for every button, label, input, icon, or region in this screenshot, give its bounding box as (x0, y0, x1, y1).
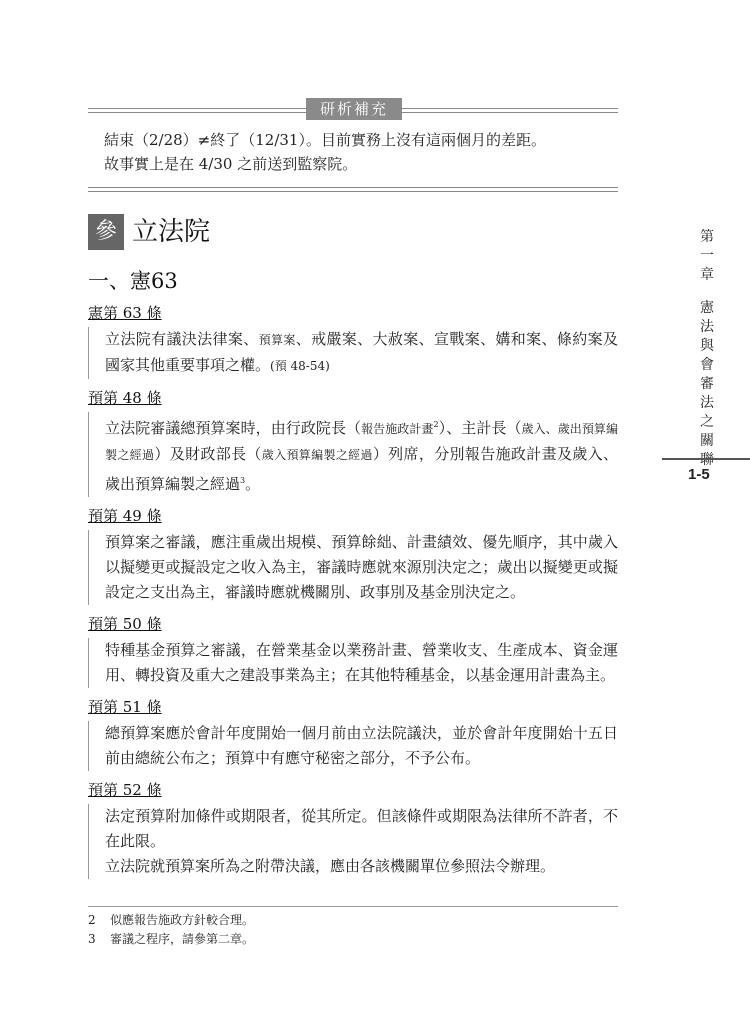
article-heading: 預第 50 條 (88, 615, 162, 633)
footnote: 2 似應報告施政方針較合理。 (88, 913, 255, 927)
footnote: 3 審議之程序，請參第二章。 (88, 932, 255, 946)
article-body: 立法院審議總預算案時，由行政院長（報告施政計畫$^2$）、主計長（歲入、歲出預算編製之經過）及財政部長（歲入預算編製之經過）列席，分別報告施政計畫及歲入、歲出預算編製之經過$^3$。 (88, 412, 618, 497)
article-body: 總預算案應於會計年度開始一個月前由立法院議決，並於會計年度開始十五日前由總統公布之；預算中有應守秘密之部分，不予公布。 (88, 721, 618, 771)
article-budget-48 (88, 387, 618, 497)
chapter-side-label: 第 一 章 憲 法 與 會 審 法 之 關 聯 (700, 229, 714, 468)
article-budget-50 (88, 613, 618, 688)
article-body: 法定預算附加條件或期限者，從其所定。但該條件或期限為法律所不許者，不在此限。 立法院就預算案所為之附帶決議，應由各該機關單位參照法令辦理。 (88, 804, 618, 879)
article-const-63 (88, 302, 618, 379)
page-number: 1-5 (688, 466, 710, 483)
article-budget-51 (88, 696, 618, 771)
section-marker: 參 (88, 214, 124, 250)
supplement-line: 故事實上是在 4/30 之前送到監察院。 (104, 155, 358, 173)
article-body: 立法院有議決法律案、預算案、戒嚴案、大赦案、宣戰案、媾和案、條約案及國家其他重要事項之權。(預 48-54) (88, 327, 618, 379)
article-heading: 預第 49 條 (88, 507, 162, 525)
side-rule (662, 458, 750, 460)
footnote-rule (88, 906, 618, 907)
supplement-body (104, 128, 614, 176)
supplement-label: 研析補充 (306, 98, 402, 120)
subsection-title: 一、憲63 (88, 269, 178, 293)
footnotes (88, 911, 618, 949)
article-body: 預算案之審議，應注重歲出規模、預算餘絀、計畫績效、優先順序，其中歲入以擬變更或擬設定之收入為主，審議時應就來源別決定之；歲出以擬變更或擬設定之支出為主，審議時應就機關別、政事別及基金別決定之。 (88, 530, 618, 605)
article-heading: 憲第 63 條 (88, 304, 162, 322)
supplement-line: 結束（2/28）≠終了（12/31）。目前實務上沒有這兩個月的差距。 (104, 131, 546, 149)
article-heading: 預第 51 條 (88, 698, 162, 716)
section-title: 立法院 (132, 217, 211, 247)
articles-list (88, 302, 618, 887)
article-budget-52 (88, 779, 618, 879)
article-heading: 預第 52 條 (88, 781, 162, 799)
article-budget-49 (88, 505, 618, 605)
article-body: 特種基金預算之審議，在營業基金以業務計畫、營業收支、生產成本、資金運用、轉投資及重大之建設事業為主；在其他特種基金，以基金運用計畫為主。 (88, 638, 618, 688)
article-heading: 預第 48 條 (88, 389, 162, 407)
supplement-bottom-rule (88, 187, 618, 192)
